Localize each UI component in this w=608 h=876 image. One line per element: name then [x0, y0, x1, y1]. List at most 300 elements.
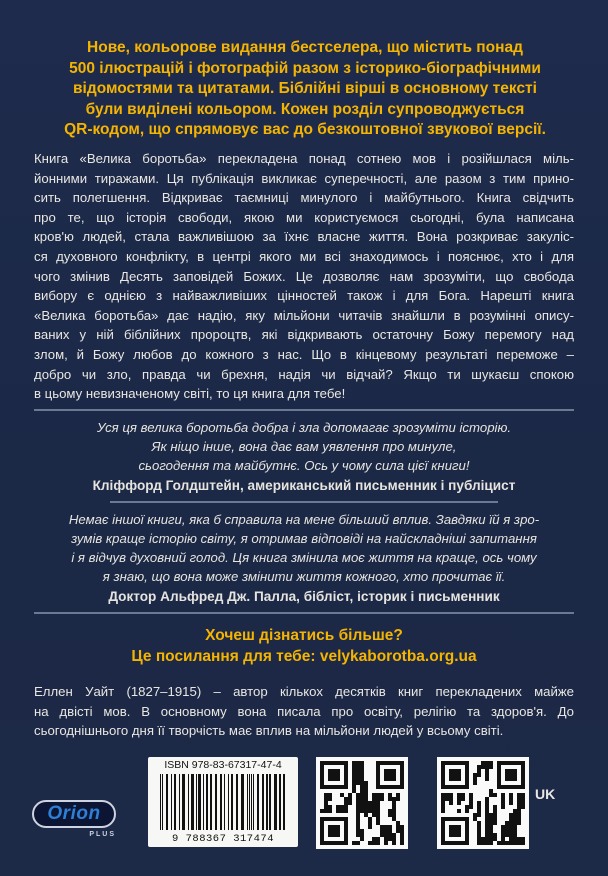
- barcode-bar: [249, 774, 250, 830]
- barcode-bar: [283, 774, 285, 830]
- qr-module: [352, 765, 356, 769]
- qr-module: [509, 833, 513, 837]
- description-line: йонними тиражами. Ця публікація викликає суперечності, але разом з тим прино-: [34, 170, 574, 186]
- qr-module: [340, 805, 344, 809]
- qr-module: [473, 781, 477, 785]
- qr-module: [501, 829, 505, 833]
- qr-module: [372, 801, 376, 805]
- promo-line: QR-кодом, що спрямовує вас до безкоштовної звукової версії.: [64, 121, 546, 138]
- qr-code-pattern: [441, 761, 525, 845]
- qr-module: [469, 793, 473, 797]
- barcode-bar: [215, 774, 217, 830]
- qr-module: [372, 797, 376, 801]
- description-line: про те, що історія свободи, якою ми користуємося сьогодні, була написана: [34, 209, 574, 225]
- qr-module: [509, 837, 513, 841]
- quote-line: Уся ця велика боротьба добра і зла допомагає зрозуміти історію.: [96, 420, 512, 435]
- description-line: чого змінив Десять заповідей Божих. Це дозволяє нам зрозуміти, що свобода: [34, 268, 574, 284]
- qr-module: [396, 825, 400, 829]
- qr-module: [384, 825, 388, 829]
- qr-module: [372, 837, 376, 841]
- qr-module: [461, 793, 465, 797]
- promo-line: були виділені кольором. Кожен розділ супроводжується: [85, 100, 525, 118]
- qr-module: [388, 833, 392, 837]
- qr-module: [477, 773, 481, 777]
- qr-module: [368, 801, 372, 805]
- qr-module: [356, 817, 360, 821]
- qr-module: [485, 805, 489, 809]
- promo-line: відомостями та цитатами. Біблійні вірші в основному тексті: [73, 80, 537, 97]
- quote-line: і я відчув духовний голод. Ця книга змінила моє життя на краще, ось чому: [71, 550, 537, 565]
- quote-line: сьогодення та майбутнє. Ось у чому сила цієї книги!: [138, 458, 470, 473]
- qr-module: [441, 793, 445, 797]
- qr-module: [457, 809, 461, 813]
- qr-module: [493, 821, 497, 825]
- qr-module: [517, 837, 521, 841]
- qr-module: [356, 805, 360, 809]
- qr-module: [489, 817, 493, 821]
- qr-module: [388, 809, 392, 813]
- quote-line: я знаю, що вона може змінити життя кожного, хто прочитає її.: [102, 569, 506, 584]
- barcode-bar: [188, 774, 189, 830]
- qr-finder-pattern: [328, 825, 340, 837]
- qr-module: [352, 769, 356, 773]
- qr-module: [477, 829, 481, 833]
- promo-line: Нове, кольорове видання бестселера, що містить понад: [87, 39, 523, 56]
- qr-module: [352, 841, 356, 845]
- qr-code-pattern: [320, 761, 404, 845]
- qr-module: [388, 837, 392, 841]
- qr-module: [324, 809, 328, 813]
- qr-module: [513, 841, 517, 845]
- qr-module: [513, 833, 517, 837]
- qr-module: [477, 809, 481, 813]
- qr-module: [328, 809, 332, 813]
- qr-module: [384, 829, 388, 833]
- qr-module: [368, 817, 372, 821]
- isbn-barcode: [148, 757, 298, 847]
- qr-module: [376, 817, 380, 821]
- qr-module: [360, 785, 364, 789]
- qr-module: [497, 841, 501, 845]
- logo-wordmark: Orion: [47, 803, 101, 824]
- barcode-bar: [274, 774, 277, 830]
- qr-language-label: UK: [535, 786, 556, 802]
- qr-module: [501, 825, 505, 829]
- qr-module: [360, 797, 364, 801]
- description-line: «Велика боротьба» дає надію, яку мільйони читачів знайшли в розумінні опису-: [34, 307, 574, 323]
- qr-module: [521, 797, 525, 801]
- qr-module: [485, 797, 489, 801]
- qr-module: [501, 797, 505, 801]
- divider: [34, 612, 574, 614]
- call-to-action: [34, 625, 574, 667]
- qr-module: [509, 817, 513, 821]
- quote-goldstein: [34, 418, 574, 495]
- qr-module: [473, 813, 477, 817]
- qr-module: [360, 773, 364, 777]
- qr-module: [493, 793, 497, 797]
- qr-module: [509, 825, 513, 829]
- qr-module: [461, 797, 465, 801]
- qr-module: [521, 841, 525, 845]
- qr-module: [356, 801, 360, 805]
- qr-module: [489, 841, 493, 845]
- barcode-bar: [247, 774, 248, 830]
- qr-module: [517, 801, 521, 805]
- qr-finder-pattern: [449, 769, 461, 781]
- qr-module: [360, 829, 364, 833]
- qr-module: [364, 797, 368, 801]
- qr-module: [352, 777, 356, 781]
- cta-heading: Хочеш дізнатись більше?: [205, 627, 403, 644]
- logo-badge: [32, 800, 116, 828]
- qr-module: [364, 781, 368, 785]
- qr-module: [509, 801, 513, 805]
- qr-module: [465, 809, 469, 813]
- qr-module: [368, 805, 372, 809]
- qr-module: [400, 833, 404, 837]
- qr-module: [356, 761, 360, 765]
- description-line: кров'ю людей, стала важливішою за їхнє власне життя. Вона розкриває закуліс-: [34, 229, 574, 245]
- qr-module: [477, 837, 481, 841]
- qr-module: [521, 793, 525, 797]
- qr-module: [509, 841, 513, 845]
- qr-module: [493, 813, 497, 817]
- qr-module: [356, 809, 360, 813]
- qr-module: [356, 813, 360, 817]
- qr-module: [445, 793, 449, 797]
- qr-module: [513, 809, 517, 813]
- qr-code-uk: [437, 757, 529, 849]
- qr-module: [364, 785, 368, 789]
- qr-module: [501, 833, 505, 837]
- qr-module: [352, 773, 356, 777]
- qr-module: [445, 797, 449, 801]
- qr-module: [489, 821, 493, 825]
- qr-module: [501, 841, 505, 845]
- qr-module: [493, 837, 497, 841]
- qr-module: [489, 813, 493, 817]
- qr-module: [392, 805, 396, 809]
- qr-module: [469, 805, 473, 809]
- barcode-bar: [231, 774, 233, 830]
- qr-module: [340, 809, 344, 813]
- qr-module: [392, 813, 396, 817]
- qr-module: [324, 797, 328, 801]
- qr-module: [360, 769, 364, 773]
- logo-subtitle: PLUS: [89, 831, 116, 838]
- qr-module: [356, 829, 360, 833]
- qr-module: [477, 805, 481, 809]
- qr-module: [344, 809, 348, 813]
- qr-module: [364, 793, 368, 797]
- qr-module: [392, 833, 396, 837]
- qr-module: [364, 801, 368, 805]
- qr-module: [372, 809, 376, 813]
- qr-module: [513, 817, 517, 821]
- qr-module: [485, 837, 489, 841]
- qr-module: [356, 765, 360, 769]
- qr-module: [517, 821, 521, 825]
- barcode-bar: [174, 774, 176, 830]
- qr-module: [501, 805, 505, 809]
- qr-module: [485, 813, 489, 817]
- qr-module: [489, 765, 493, 769]
- promo-line: 500 ілюстрацій і фотографій разом з історико-біографічними: [69, 59, 541, 77]
- qr-module: [356, 821, 360, 825]
- qr-module: [513, 825, 517, 829]
- qr-module: [517, 813, 521, 817]
- qr-module: [392, 797, 396, 801]
- qr-module: [380, 833, 384, 837]
- qr-module: [489, 837, 493, 841]
- qr-module: [485, 809, 489, 813]
- qr-module: [388, 829, 392, 833]
- qr-module: [356, 833, 360, 837]
- qr-module: [336, 805, 340, 809]
- qr-module: [473, 773, 477, 777]
- qr-module: [517, 817, 521, 821]
- qr-module: [380, 797, 384, 801]
- qr-module: [360, 809, 364, 813]
- qr-module: [356, 797, 360, 801]
- qr-module: [485, 761, 489, 765]
- qr-module: [473, 817, 477, 821]
- qr-module: [360, 765, 364, 769]
- barcode-bar: [162, 774, 163, 830]
- qr-module: [485, 821, 489, 825]
- qr-module: [372, 813, 376, 817]
- qr-module: [489, 833, 493, 837]
- qr-module: [489, 789, 493, 793]
- barcode-bars: [158, 774, 288, 830]
- qr-module: [469, 797, 473, 801]
- qr-module: [505, 821, 509, 825]
- quote-line: зумів краще історію світу, я отримав відповіді на найскладніші запитання: [71, 531, 537, 546]
- qr-module: [384, 833, 388, 837]
- qr-module: [376, 841, 380, 845]
- qr-module: [380, 825, 384, 829]
- qr-module: [485, 829, 489, 833]
- qr-module: [457, 801, 461, 805]
- qr-module: [489, 761, 493, 765]
- qr-finder-pattern: [505, 769, 517, 781]
- qr-module: [328, 805, 332, 809]
- qr-module: [477, 841, 481, 845]
- qr-module: [348, 801, 352, 805]
- barcode-bar: [266, 774, 268, 830]
- barcode-bar: [198, 774, 201, 830]
- qr-module: [372, 841, 376, 845]
- qr-module: [364, 809, 368, 813]
- barcode-bar: [262, 774, 264, 830]
- barcode-bar: [166, 774, 168, 830]
- qr-module: [493, 833, 497, 837]
- qr-module: [388, 825, 392, 829]
- qr-module: [376, 793, 380, 797]
- qr-module: [328, 793, 332, 797]
- qr-module: [376, 797, 380, 801]
- qr-module: [521, 837, 525, 841]
- barcode-bar: [196, 774, 197, 830]
- qr-module: [372, 793, 376, 797]
- qr-module: [344, 801, 348, 805]
- description-line: сить полегшення. Відкриває таємниці минулого і майбутнього. Книга свідчить: [34, 190, 574, 206]
- description-line: злом, й Божу любов до кожного з нас. Що в кінцевому результаті переможе –: [34, 346, 574, 362]
- qr-module: [384, 837, 388, 841]
- qr-module: [485, 777, 489, 781]
- qr-module: [396, 821, 400, 825]
- qr-module: [521, 801, 525, 805]
- bio-line: сьогоднішнього дня її творчість має вплив на мільйони людей у всьому світі.: [34, 723, 504, 738]
- qr-module: [388, 797, 392, 801]
- quote-palla: [34, 510, 574, 606]
- qr-module: [477, 825, 481, 829]
- qr-module: [493, 817, 497, 821]
- qr-module: [356, 781, 360, 785]
- qr-module: [501, 793, 505, 797]
- qr-module: [344, 805, 348, 809]
- qr-module: [513, 837, 517, 841]
- qr-module: [513, 821, 517, 825]
- qr-module: [320, 809, 324, 813]
- qr-module: [505, 833, 509, 837]
- barcode-bar: [191, 774, 194, 830]
- qr-module: [481, 837, 485, 841]
- publisher-logo: [32, 797, 120, 845]
- promo-blurb: [40, 38, 570, 141]
- qr-module: [360, 801, 364, 805]
- barcode-bar: [160, 774, 161, 830]
- qr-module: [509, 793, 513, 797]
- qr-module: [477, 801, 481, 805]
- barcode-bar: [203, 774, 204, 830]
- qr-finder-pattern: [328, 769, 340, 781]
- qr-module: [336, 809, 340, 813]
- qr-module: [400, 841, 404, 845]
- divider: [34, 409, 574, 411]
- barcode-bar: [210, 774, 212, 830]
- barcode-bar: [171, 774, 172, 830]
- qr-finder-pattern: [384, 769, 396, 781]
- qr-module: [505, 825, 509, 829]
- qr-module: [344, 797, 348, 801]
- qr-module: [441, 801, 445, 805]
- barcode-bar: [269, 774, 271, 830]
- qr-module: [376, 805, 380, 809]
- qr-module: [392, 841, 396, 845]
- qr-module: [324, 801, 328, 805]
- barcode-bar: [220, 774, 222, 830]
- qr-module: [380, 793, 384, 797]
- qr-module: [364, 789, 368, 793]
- qr-module: [376, 837, 380, 841]
- qr-module: [360, 805, 364, 809]
- description-line: Книга «Велика боротьба» перекладена понад сотнею мов і розійшлася міль-: [34, 151, 574, 166]
- qr-finder-pattern: [449, 825, 461, 837]
- qr-module: [449, 793, 453, 797]
- quote-author: Кліффорд Голдштейн, американський письменник і публіцист: [92, 478, 516, 493]
- qr-module: [513, 813, 517, 817]
- qr-module: [356, 777, 360, 781]
- barcode-bar: [182, 774, 185, 830]
- qr-module: [481, 841, 485, 845]
- qr-module: [477, 813, 481, 817]
- qr-module: [360, 833, 364, 837]
- qr-module: [352, 781, 356, 785]
- qr-module: [441, 805, 445, 809]
- qr-module: [493, 809, 497, 813]
- qr-module: [509, 821, 513, 825]
- qr-module: [392, 817, 396, 821]
- barcode-bar: [236, 774, 238, 830]
- qr-module: [368, 841, 372, 845]
- barcode-bar: [251, 774, 252, 830]
- qr-module: [469, 801, 473, 805]
- qr-module: [388, 793, 392, 797]
- qr-module: [328, 797, 332, 801]
- qr-module: [441, 809, 445, 813]
- barcode-bar: [179, 774, 180, 830]
- qr-module: [400, 829, 404, 833]
- quote-author: Доктор Альфред Дж. Палла, бібліст, історик і письменник: [108, 589, 500, 604]
- barcode-bar: [253, 774, 254, 830]
- qr-module: [324, 793, 328, 797]
- book-description: [34, 149, 574, 404]
- qr-module: [517, 841, 521, 845]
- quote-line: Немає іншої книги, яка б справила на мене більший вплив. Завдяки їй я зро-: [68, 512, 540, 527]
- qr-module: [392, 809, 396, 813]
- qr-module: [356, 793, 360, 797]
- cta-link: Це посилання для тебе: velykaborotba.org.ua: [131, 648, 477, 665]
- qr-module: [368, 825, 372, 829]
- qr-module: [360, 777, 364, 781]
- qr-module: [485, 765, 489, 769]
- bio-line: на двісті мов. В основному вона писала про освіту, релігію та здоров'я. До: [34, 703, 574, 719]
- qr-module: [356, 841, 360, 845]
- qr-module: [509, 797, 513, 801]
- qr-module: [376, 801, 380, 805]
- qr-module: [348, 797, 352, 801]
- qr-module: [360, 781, 364, 785]
- qr-module: [477, 765, 481, 769]
- qr-module: [485, 825, 489, 829]
- isbn-text: ISBN 978-83-67317-47-4: [164, 759, 282, 771]
- qr-module: [517, 809, 521, 813]
- qr-module: [392, 837, 396, 841]
- qr-module: [489, 825, 493, 829]
- qr-module: [513, 829, 517, 833]
- qr-module: [509, 829, 513, 833]
- qr-module: [360, 837, 364, 841]
- qr-module: [376, 809, 380, 813]
- qr-module: [449, 797, 453, 801]
- qr-module: [477, 769, 481, 773]
- qr-module: [489, 829, 493, 833]
- qr-module: [485, 833, 489, 837]
- qr-module: [489, 793, 493, 797]
- qr-module: [388, 813, 392, 817]
- qr-module: [356, 773, 360, 777]
- qr-module: [517, 793, 521, 797]
- qr-module: [477, 833, 481, 837]
- qr-module: [485, 773, 489, 777]
- qr-module: [457, 793, 461, 797]
- qr-module: [372, 805, 376, 809]
- qr-module: [376, 813, 380, 817]
- qr-module: [356, 769, 360, 773]
- qr-module: [396, 829, 400, 833]
